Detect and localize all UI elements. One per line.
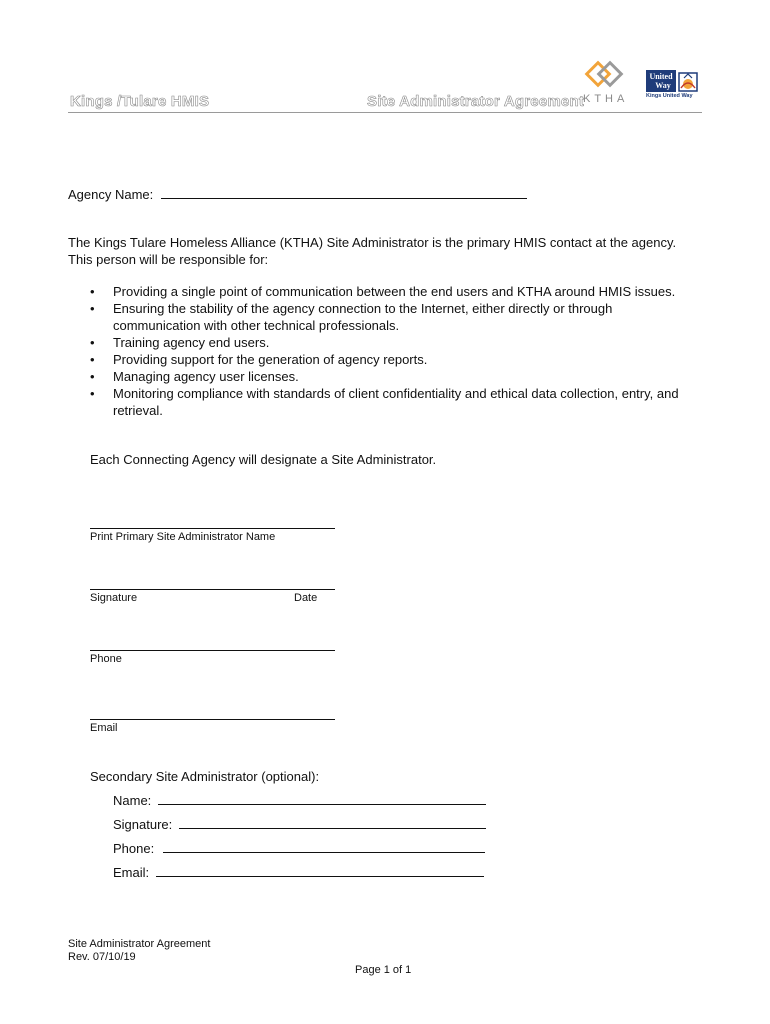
designation-note: Each Connecting Agency will designate a Site Administrator. [90,452,437,467]
secondary-heading: Secondary Site Administrator (optional): [90,769,320,784]
print-name-field[interactable] [90,528,335,529]
secondary-name-label: Name: [113,793,152,808]
email-field[interactable] [90,719,335,720]
print-name-label: Print Primary Site Administrator Name [90,531,276,543]
secondary-email-label: Email: [113,865,150,880]
svg-text:Way: Way [655,81,671,90]
email-label: Email [90,722,118,734]
agency-name-label: Agency Name: [68,187,154,202]
list-item: • Ensuring the stability of the agency connection to the Internet, either directly or through communication with other technical professionals. [90,300,700,334]
secondary-phone-row [113,840,485,857]
agency-name-field[interactable] [161,186,527,199]
footer-revision: Rev. 07/10/19 [68,951,136,963]
secondary-signature-row [113,816,486,833]
phone-label: Phone [90,653,122,665]
secondary-phone-field[interactable] [163,840,485,853]
secondary-name-row [113,792,486,809]
list-item: • Monitoring compliance with standards of client confidentiality and ethical data collection, entry, and retrieval. [90,385,700,419]
phone-field[interactable] [90,650,335,651]
footer-doc-title: Site Administrator Agreement [68,938,211,950]
list-item: • Providing a single point of communication between the end users and KTHA around HMIS issues. [90,283,700,300]
secondary-signature-field[interactable] [179,816,486,829]
secondary-signature-label: Signature: [113,817,173,832]
ktha-logo-text: KTHA [583,93,629,105]
responsibilities-list [90,283,700,419]
svg-text:United: United [649,72,673,81]
secondary-name-field[interactable] [158,792,486,805]
secondary-email-row [113,864,484,881]
secondary-phone-label: Phone: [113,841,155,856]
secondary-email-field[interactable] [156,864,484,877]
intro-paragraph: The Kings Tulare Homeless Alliance (KTHA) Site Administrator is the primary HMIS contact at the agency. This person will be responsible for: [68,235,677,267]
list-item: • Managing agency user licenses. [90,368,700,385]
header-divider [68,112,702,113]
united-way-caption: Kings United Way [646,93,693,99]
list-item: • Providing support for the generation of agency reports. [90,351,700,368]
agency-name-row [68,186,527,203]
page-number: Page 1 of 1 [355,964,412,976]
signature-field[interactable] [90,589,335,590]
date-label: Date [294,592,318,604]
header-right-title: Site Administrator Agreement [367,93,585,110]
list-item: • Training agency end users. [90,334,700,351]
signature-label: Signature [90,592,138,604]
header-left-title: Kings /Tulare HMIS [70,93,210,110]
